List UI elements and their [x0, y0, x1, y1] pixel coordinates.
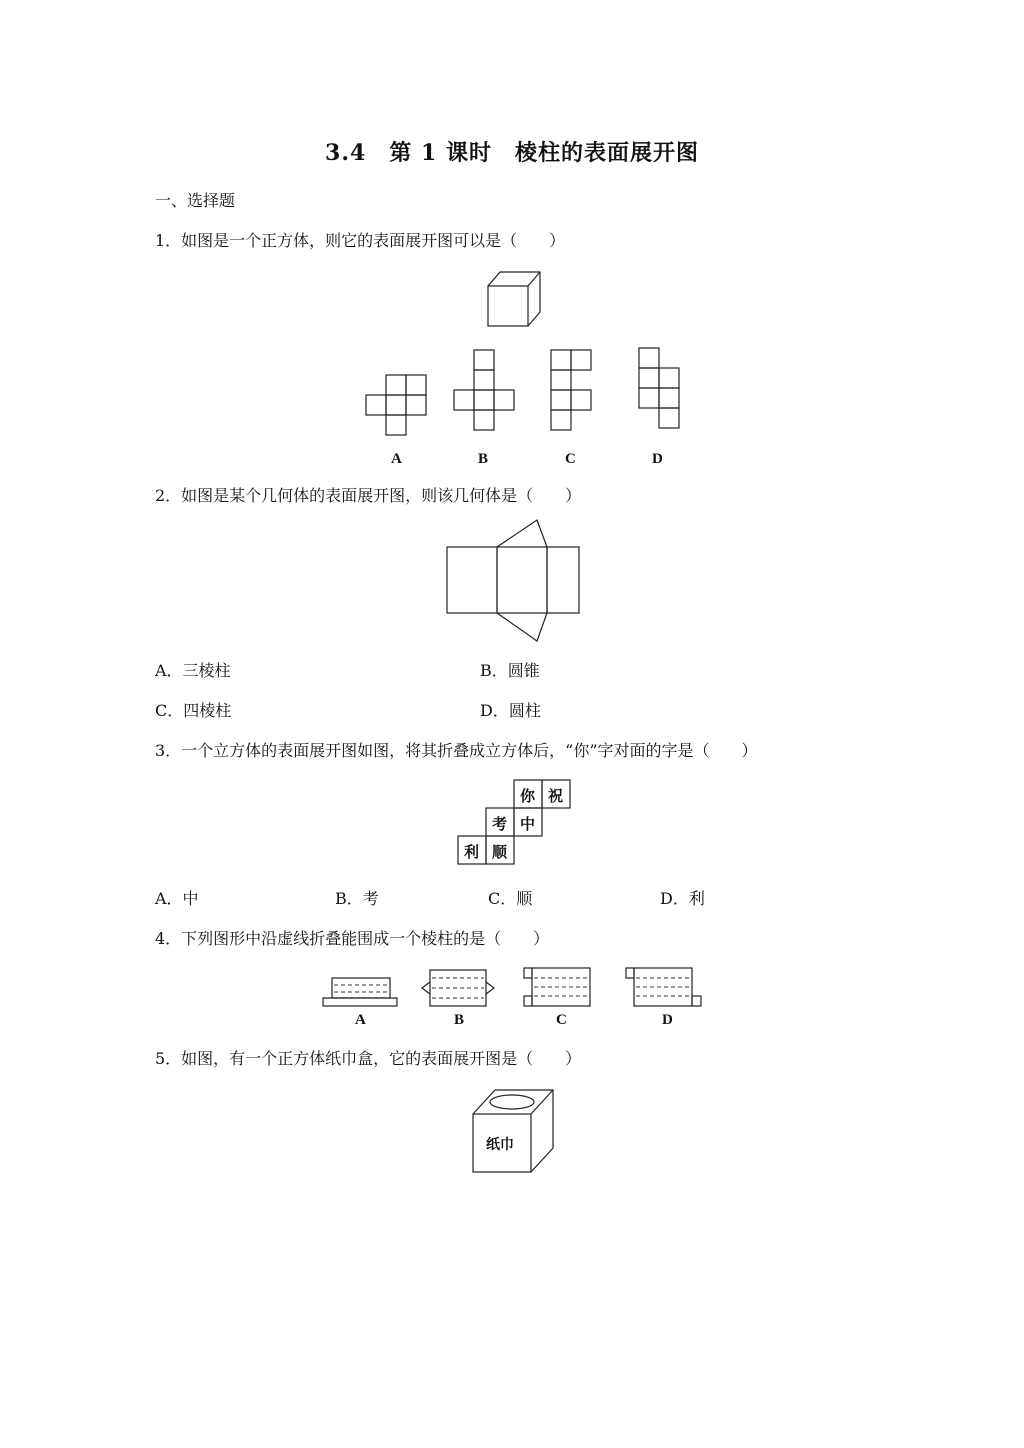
- q4-net-a: [323, 978, 397, 1006]
- q1-net-a: [366, 375, 426, 435]
- q4-net-d: [626, 968, 701, 1006]
- q1-net-c: [551, 350, 591, 430]
- q4-label-b: B: [454, 1012, 465, 1028]
- q1-label-d: D: [652, 451, 663, 467]
- q1-net-b: [454, 350, 514, 430]
- q3-option-c: C．顺: [488, 889, 533, 908]
- q3-cell-ni: 你: [520, 787, 536, 805]
- q1-label-b: B: [478, 451, 489, 467]
- question-3-stem: 3．一个立方体的表面展开图如图，将其折叠成立方体后，“你”字对面的字是（ ）: [155, 741, 758, 760]
- q3-option-a: A．中: [155, 889, 199, 908]
- question-1-stem: 1．如图是一个正方体，则它的表面展开图可以是（ ）: [155, 231, 566, 250]
- q2-prism-net: [447, 520, 579, 641]
- q3-cell-zhu: 祝: [548, 787, 564, 805]
- q3-cell-zhong: 中: [520, 815, 536, 833]
- q3-cell-kao: 考: [492, 815, 508, 833]
- q4-label-c: C: [556, 1012, 567, 1028]
- q1-net-d: [639, 348, 679, 428]
- q4-net-b: [422, 970, 494, 1006]
- q1-label-c: C: [565, 451, 576, 467]
- q1-cube-figure: [488, 272, 540, 326]
- section-heading: 一、选择题: [155, 191, 236, 210]
- q3-option-b: B．考: [335, 889, 379, 908]
- page-title: 3.4 第 1 课时 棱柱的表面展开图: [325, 140, 699, 166]
- question-4-stem: 4．下列图形中沿虚线折叠能围成一个棱柱的是（ ）: [155, 929, 550, 948]
- q4-label-d: D: [662, 1012, 673, 1028]
- q2-option-b: B．圆锥: [480, 661, 540, 680]
- q2-option-a: A．三棱柱: [155, 661, 231, 680]
- q5-box-label: 纸巾: [486, 1137, 514, 1153]
- q3-cell-li: 利: [464, 843, 480, 861]
- q3-cell-shun: 顺: [492, 843, 508, 861]
- question-5-stem: 5．如图，有一个正方体纸巾盒，它的表面展开图是（ ）: [155, 1049, 582, 1068]
- q5-tissue-box: [473, 1090, 553, 1172]
- q4-net-c: [524, 968, 590, 1006]
- q3-option-d: D．利: [660, 889, 705, 908]
- question-2-stem: 2．如图是某个几何体的表面展开图，则该几何体是（ ）: [155, 486, 582, 505]
- q2-option-d: D．圆柱: [480, 701, 541, 720]
- q4-label-a: A: [355, 1012, 366, 1028]
- q1-label-a: A: [391, 451, 402, 467]
- q2-option-c: C．四棱柱: [155, 701, 232, 720]
